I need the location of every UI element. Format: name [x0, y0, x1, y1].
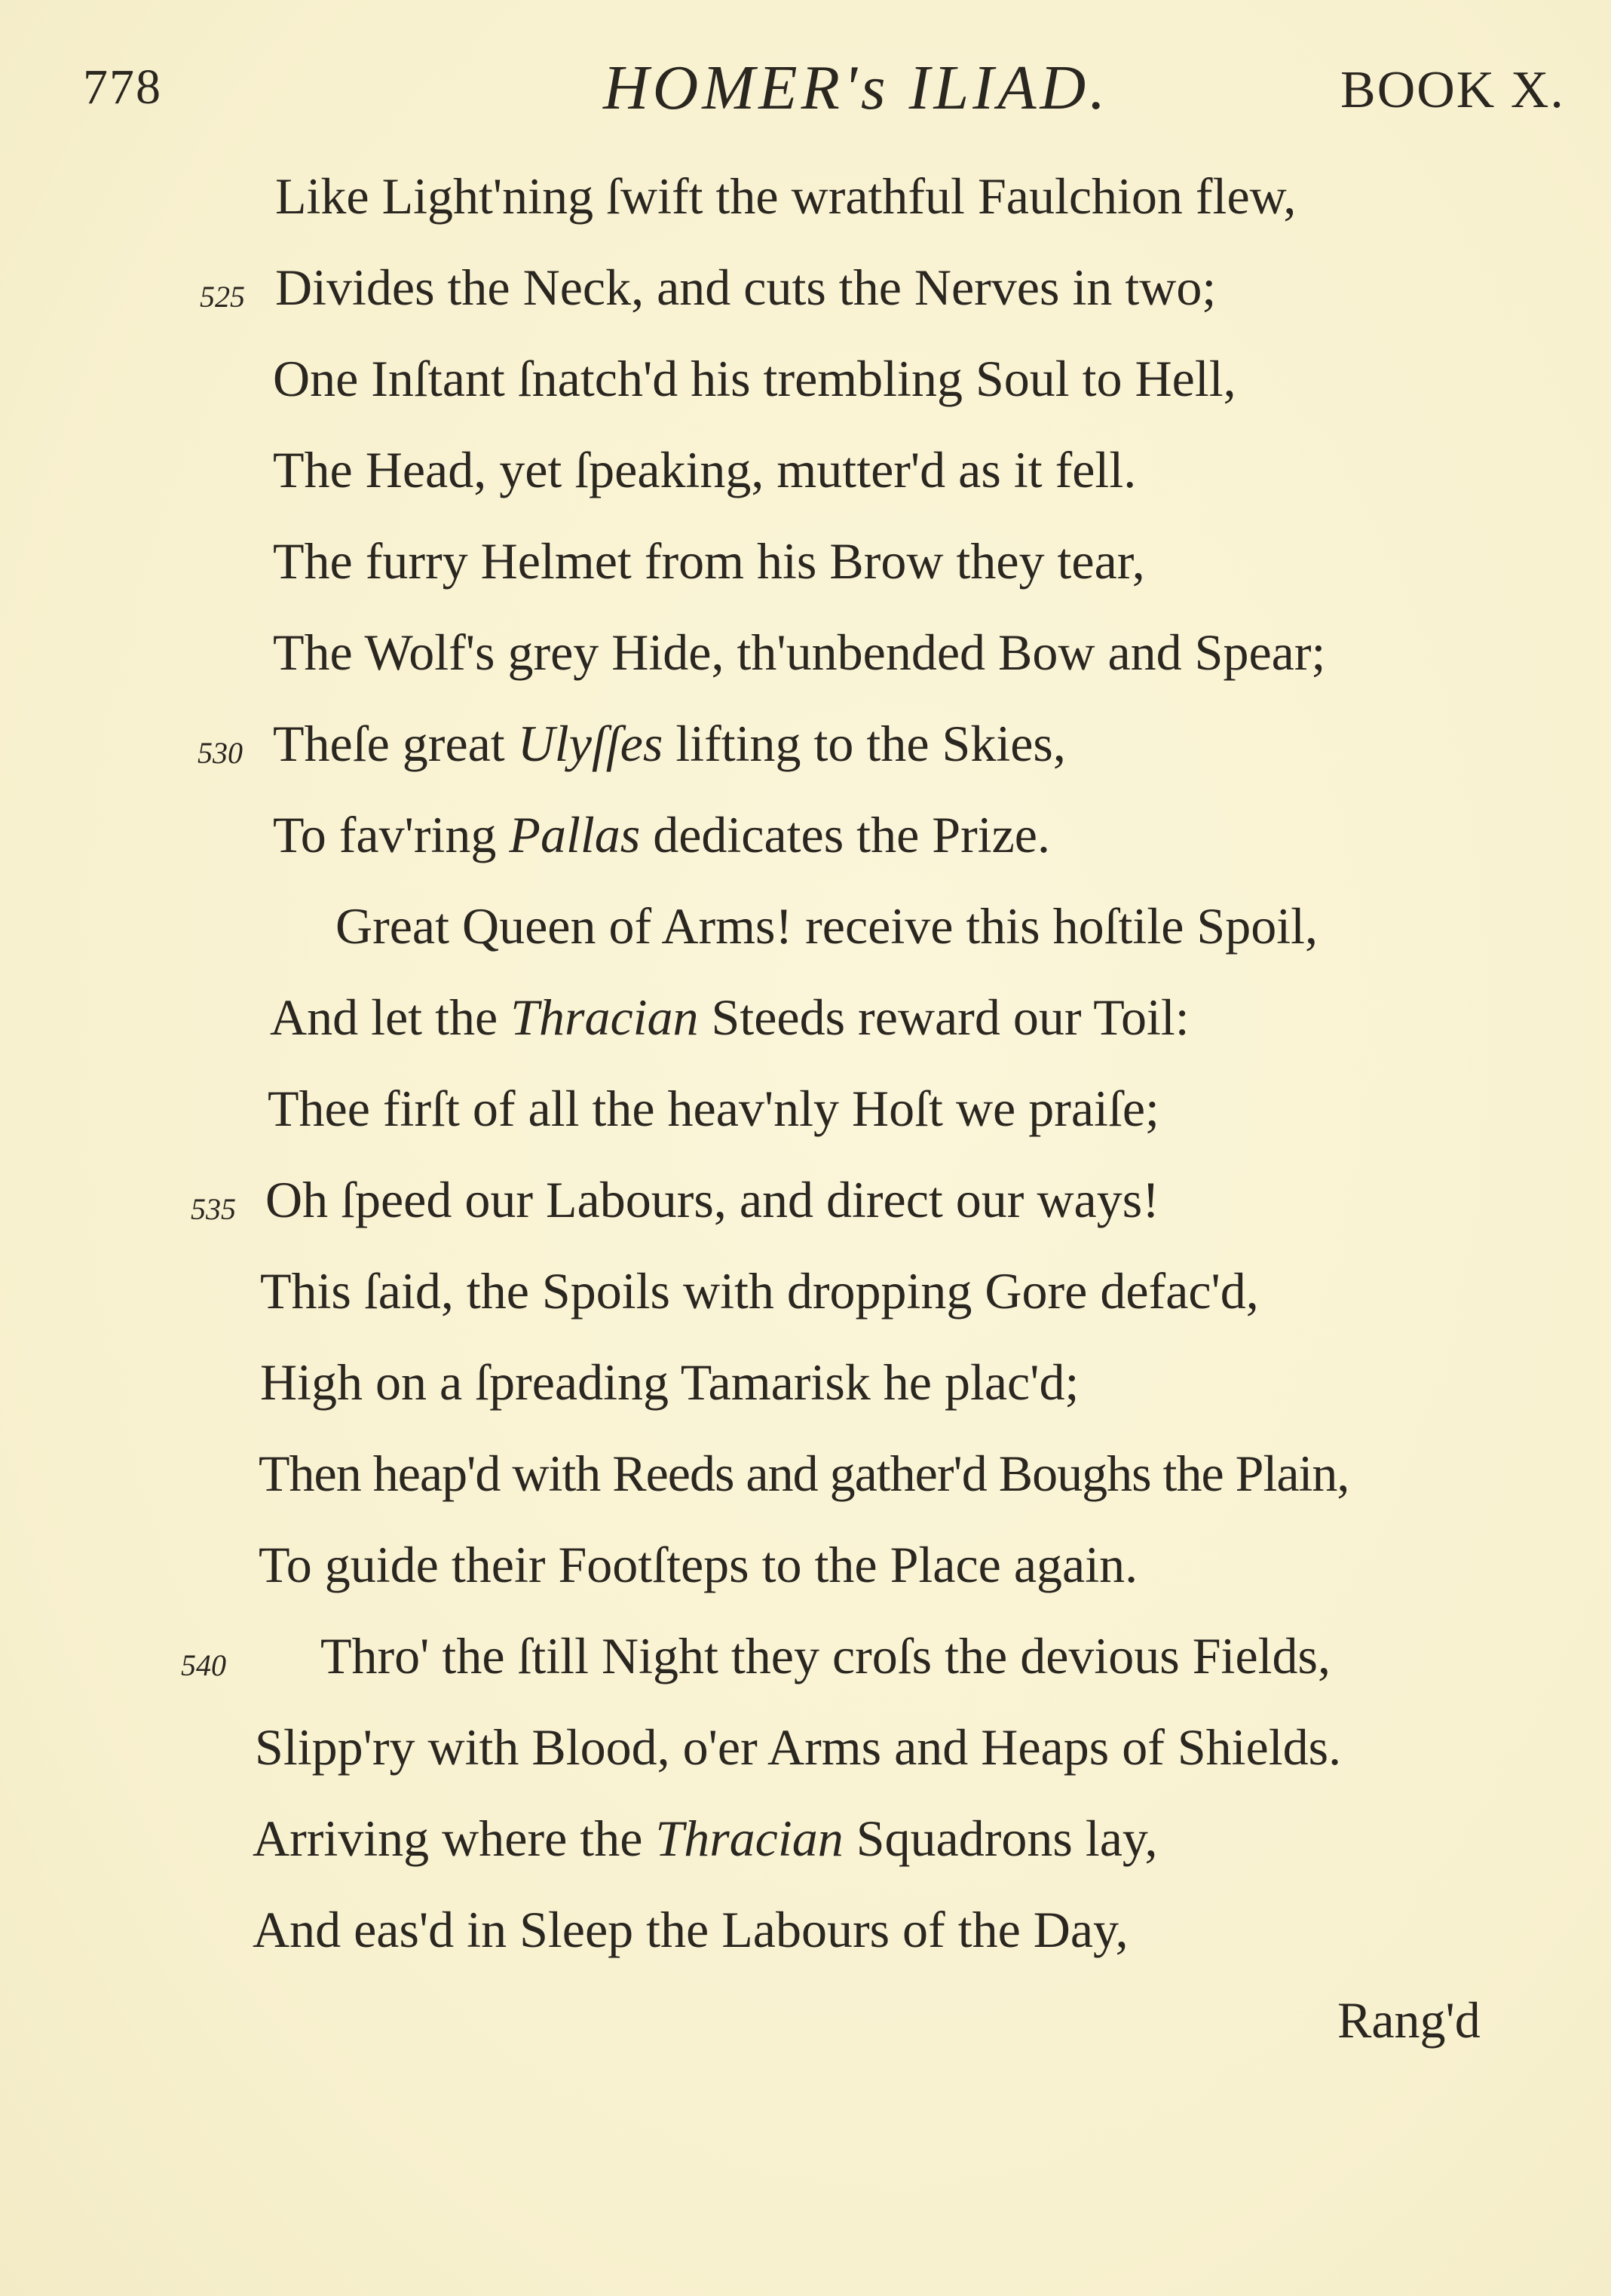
running-title: HOMER's ILIAD.: [603, 53, 1110, 123]
verse-text: And eas'd in Sleep the Labours of the Day,: [253, 1901, 1129, 1958]
verse-text: Divides the Neck, and cuts the Nerves in two;: [275, 259, 1217, 316]
verse-text: Like Light'ning ſwift the wrathful Faulchion flew,: [275, 167, 1297, 225]
verse-line: [0, 789, 1611, 881]
verse-line: [0, 881, 1611, 972]
verse-line: [0, 425, 1611, 516]
verse-text-part: To fav'ring: [273, 806, 510, 863]
verse-line: [0, 516, 1611, 607]
line-number: 535: [191, 1192, 236, 1226]
verse-text-part: dedicates the Prize.: [640, 806, 1050, 863]
verse-text: High on a ſpreading Tamarisk he plac'd;: [260, 1353, 1080, 1411]
verse-line: [0, 151, 1611, 242]
verse-line: [0, 333, 1611, 425]
verse-text: To guide their Footſteps to the Place again.: [259, 1536, 1138, 1593]
line-number: 525: [200, 280, 245, 314]
page-number: 778: [83, 60, 162, 115]
verse-text: Oh ſpeed our Labours, and direct our ways!: [265, 1171, 1159, 1228]
verse-line: [0, 1611, 1611, 1702]
verse-text: Thee firſt of all the heav'nly Hoſt we praiſe;: [268, 1080, 1159, 1137]
verse-text-part: Squadrons lay,: [843, 1810, 1158, 1867]
verse-text: The Wolf's grey Hide, th'unbended Bow and Spear;: [273, 624, 1326, 681]
verse-text: Thro' the ſtill Night they croſs the devious Fields,: [320, 1627, 1331, 1684]
verse-text-part: lifting to the Skies,: [663, 715, 1066, 772]
page-header: [0, 45, 1611, 128]
proper-name-italic: Pallas: [509, 806, 641, 863]
verse-text: This ſaid, the Spoils with dropping Gore defac'd,: [260, 1262, 1259, 1320]
verse-text-part: Theſe great: [273, 715, 518, 772]
verse-text: [270, 972, 1190, 1063]
catchword: Rang'd: [1337, 1991, 1481, 2049]
verse-text-part: And let the: [270, 989, 511, 1046]
verse-line: [0, 1519, 1611, 1611]
verse-text: Slipp'ry with Blood, o'er Arms and Heaps of Shields.: [255, 1718, 1342, 1776]
line-number: 530: [198, 736, 243, 770]
verse-line: [0, 1063, 1611, 1154]
verse-block: [0, 151, 1611, 1976]
verse-line: [0, 242, 1611, 333]
proper-name-italic: Thracian: [510, 989, 699, 1046]
verse-line: [0, 1246, 1611, 1337]
verse-line: [0, 1884, 1611, 1976]
proper-name-italic: Ulyſſes: [517, 715, 663, 772]
verse-line: [0, 698, 1611, 789]
verse-line: [0, 972, 1611, 1063]
verse-line: [0, 1337, 1611, 1428]
verse-text-part: Arriving where the: [253, 1810, 656, 1867]
verse-text: [273, 698, 1066, 789]
verse-line: [0, 1793, 1611, 1884]
line-number: 540: [181, 1648, 226, 1682]
proper-name-italic: Thracian: [655, 1810, 844, 1867]
verse-text: Then heap'd with Reeds and gather'd Boughs the Plain,: [259, 1445, 1349, 1502]
verse-line: [0, 1154, 1611, 1246]
verse-line: [0, 607, 1611, 698]
verse-text: Great Queen of Arms! receive this hoſtile Spoil,: [335, 897, 1318, 955]
verse-line: [0, 1702, 1611, 1793]
verse-line: [0, 1428, 1611, 1519]
verse-text: [273, 789, 1050, 881]
verse-text-part: Steeds reward our Toil:: [698, 989, 1190, 1046]
verse-text: One Inſtant ſnatch'd his trembling Soul to Hell,: [273, 350, 1236, 407]
book-label: BOOK X.: [1340, 61, 1565, 119]
verse-text: [253, 1793, 1158, 1884]
verse-text: The furry Helmet from his Brow they tear,: [273, 532, 1145, 590]
verse-text: The Head, yet ſpeaking, mutter'd as it fell.: [273, 441, 1137, 498]
